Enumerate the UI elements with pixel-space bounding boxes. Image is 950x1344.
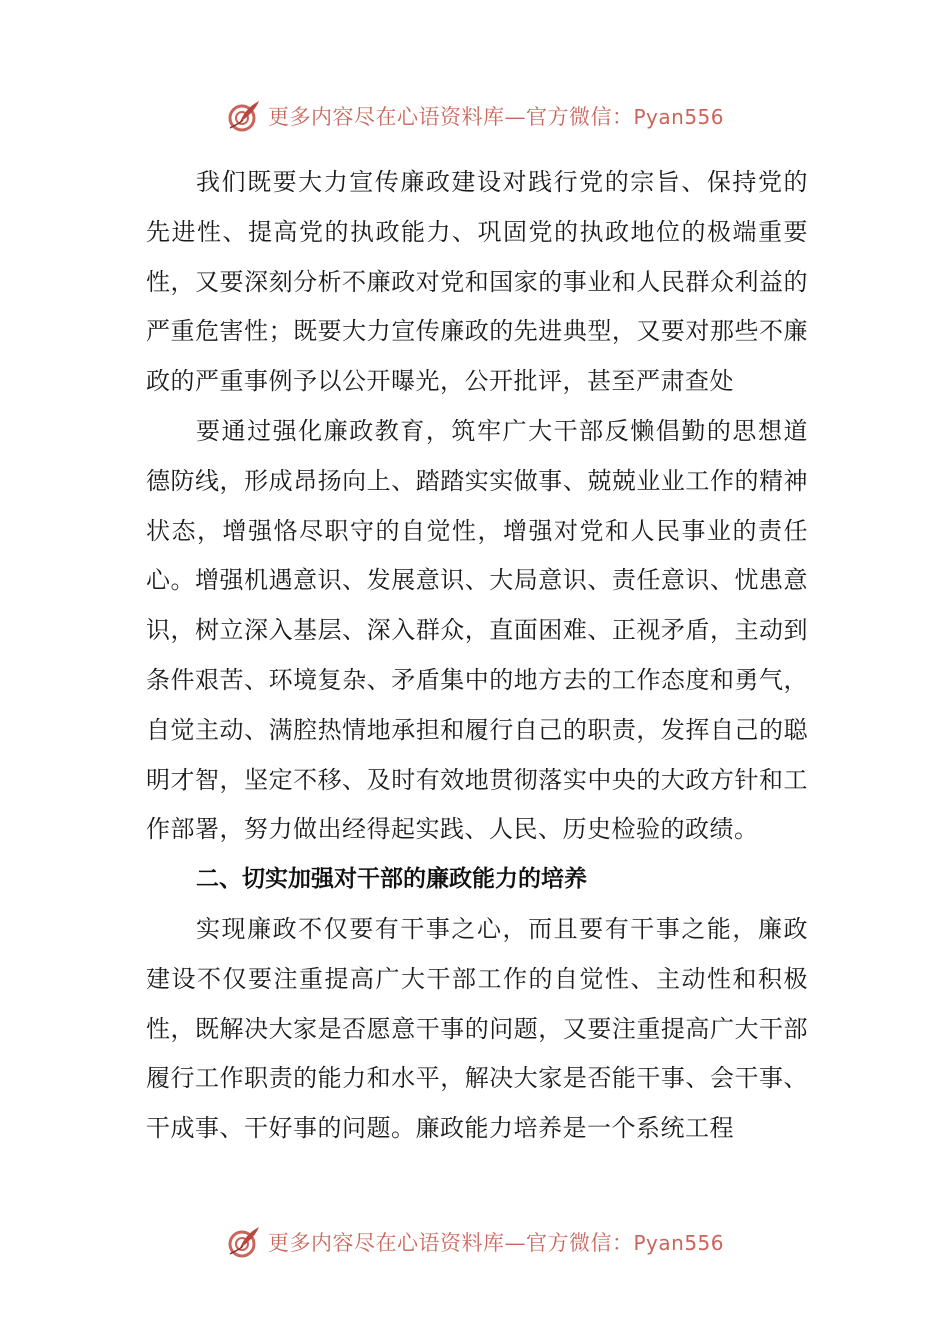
banner-slogan: 更多内容尽在心语资料库—官方微信： — [267, 105, 634, 129]
paragraph-2: 要通过强化廉政教育，筑牢广大干部反懒倡勤的思想道德防线，形成昂扬向上、踏踏实实做事、兢兢业业工作的精神状态，增强恪尽职守的自觉性，增强对党和人民事业的责任心。增强机遇意识、发展意识、大局意识、责任意识、忧患意识，树立深入基层、深入群众，直面困难、正视矛盾，主动到条件艰苦、环境复杂、矛盾集中的地方去的工作态度和勇气，自觉主动、满腔热情地承担和履行自己的职责，发挥自己的聪明才智，坚定不移、及时有效地贯彻落实中央的大政方针和工作部署，努力做出经得起实践、人民、历史检验的政绩。 — [146, 416, 808, 844]
banner-wechat-id: Pyan556 — [633, 1231, 724, 1255]
section-heading: 二、切实加强对干部的廉政能力的培养 — [196, 866, 587, 893]
quill-logo-icon — [226, 1224, 262, 1260]
banner-text — [268, 1227, 724, 1257]
paragraph-3: 实现廉政不仅要有干事之心，而且要有干事之能，廉政建设不仅要注重提高广大干部工作的自觉性、主动性和积极性，既解决大家是否愿意干事的问题，又要注重提高广大干部履行工作职责的能力和水平，解决大家是否能干事、会干事、干成事、干好事的问题。廉政能力培养是一个系统工程 — [146, 914, 808, 1143]
quill-logo-icon — [226, 98, 262, 134]
banner-slogan: 更多内容尽在心语资料库—官方微信： — [267, 1231, 634, 1255]
paragraph-1: 我们既要大力宣传廉政建设对践行党的宗旨、保持党的先进性、提高党的执政能力、巩固党的执政地位的极端重要性，又要深刻分析不廉政对党和国家的事业和人民群众利益的严重危害性；既要大力宣传廉政的先进典型，又要对那些不廉政的严重事例予以公开曝光，公开批评，甚至严肃查处 — [146, 168, 808, 396]
document-body — [146, 158, 808, 1154]
banner-text — [268, 101, 724, 131]
banner-wechat-id: Pyan556 — [633, 105, 724, 129]
header-watermark-banner — [0, 96, 950, 136]
footer-watermark-banner — [0, 1222, 950, 1262]
